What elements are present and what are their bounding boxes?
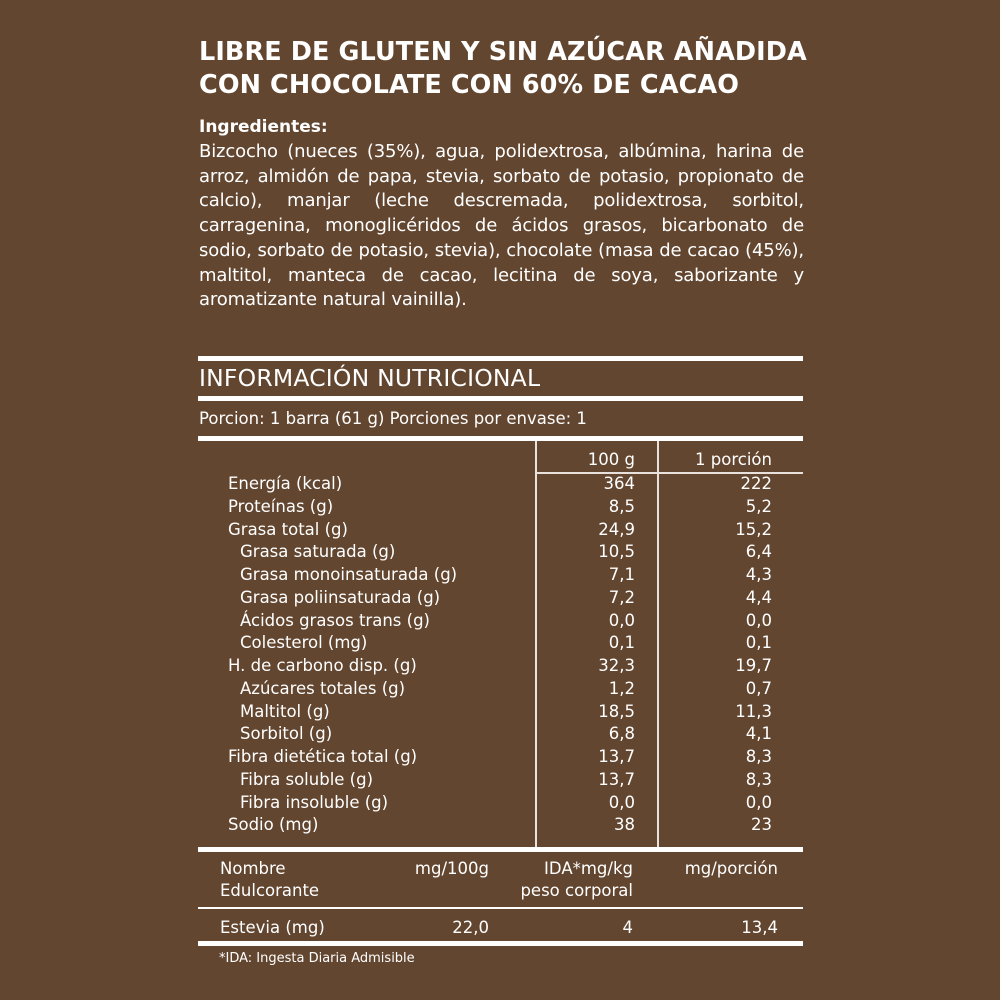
- nutrient-label: Maltitol (g): [240, 701, 330, 721]
- nutrient-label: Energía (kcal): [228, 474, 343, 493]
- sweetener-name-header: Nombre Edulcorante: [220, 859, 320, 900]
- nutrient-value-portion: 0,7: [745, 678, 772, 698]
- nutrient-value-100g: 8,5: [608, 496, 635, 516]
- nutrient-value-portion: 15,2: [735, 519, 772, 539]
- column-header-portion: 1 porción: [695, 450, 772, 469]
- nutrient-value-portion: 222: [740, 474, 772, 493]
- divider-table-end: [198, 847, 803, 852]
- nutrient-value-100g: 0,1: [608, 633, 635, 653]
- nutrient-value-100g: 6,8: [608, 724, 635, 744]
- nutrient-value-100g: 18,5: [598, 701, 635, 721]
- nutrient-label: Colesterol (mg): [240, 633, 368, 653]
- nutrient-label: Fibra soluble (g): [240, 769, 374, 789]
- nutrient-value-100g: 0,0: [608, 610, 635, 630]
- sweetener-header-divider: [198, 907, 803, 909]
- nutrient-value-portion: 19,7: [735, 656, 772, 675]
- nutrient-value-100g: 24,9: [598, 519, 635, 539]
- nutrient-value-100g: 13,7: [598, 769, 635, 789]
- nutrient-value-100g: 10,5: [598, 542, 635, 562]
- nutrient-value-100g: 7,2: [608, 587, 635, 607]
- sweetener-row-mg100: 22,0: [452, 918, 489, 937]
- divider-portion: [198, 436, 803, 441]
- ingredients-text: Bizcocho (nueces (35%), agua, polidextrosa, albúmina, harina de arroz, almidón de papa, stevia, sorbato de potasio, propionato de calcio), manjar (leche descremada, polidextrosa, sorbitol, carragenina, monoglicéridos de ácidos grasos, bicarbonato de sodio, sorbato de potasio, stevia), chocolate (masa de cacao (45%), maltitol, manteca de cacao, lecitina de soya, saborizante y aromatizante natural vainilla).: [199, 141, 804, 311]
- nutrient-label: Azúcares totales (g): [240, 678, 406, 698]
- nutrient-value-100g: 0,0: [608, 792, 635, 812]
- nutrient-value-100g: 38: [614, 815, 635, 835]
- nutrient-value-portion: 4,4: [745, 587, 772, 607]
- nutrient-value-portion: 0,1: [745, 633, 772, 653]
- divider-title: [198, 396, 803, 401]
- nutrient-value-portion: 11,3: [735, 701, 772, 721]
- nutrient-value-portion: 6,4: [745, 542, 772, 562]
- nutrient-value-portion: 4,1: [745, 724, 772, 744]
- nutrient-value-portion: 8,3: [745, 769, 772, 789]
- nutrient-label: Sorbitol (g): [240, 724, 333, 744]
- nutrient-value-100g: 364: [603, 474, 635, 493]
- ingredients-label: Ingredientes:: [199, 117, 328, 137]
- nutrient-label: Fibra insoluble (g): [240, 792, 389, 812]
- nutrient-value-portion: 0,0: [745, 610, 772, 630]
- title-line-1: LIBRE DE GLUTEN Y SIN AZÚCAR AÑADIDA: [199, 37, 807, 67]
- nutrient-label: Grasa saturada (g): [240, 542, 396, 562]
- nutrient-value-100g: 13,7: [598, 747, 635, 766]
- column-header-100g: 100 g: [587, 450, 635, 469]
- sweetener-row-name: Estevia (mg): [220, 918, 325, 937]
- sweetener-mgportion-header: mg/porción: [684, 859, 778, 878]
- sweetener-mg100-header: mg/100g: [414, 859, 489, 878]
- divider-bottom: [198, 941, 803, 946]
- sweetener-row-ida: 4: [622, 918, 633, 937]
- sweetener-ida-header: IDA*mg/kg peso corporal: [520, 859, 633, 900]
- nutrient-value-100g: 7,1: [608, 565, 635, 584]
- nutrient-label: H. de carbono disp. (g): [228, 656, 417, 675]
- product-title: [199, 36, 819, 102]
- nutrient-label: Fibra dietética total (g): [228, 747, 418, 766]
- nutrient-label: Grasa monoinsaturada (g): [240, 565, 458, 584]
- nutrient-label: Ácidos grasos trans (g): [240, 610, 430, 630]
- footnote: *IDA: Ingesta Diaria Admisible: [219, 951, 415, 966]
- nutrient-value-portion: 0,0: [745, 792, 772, 812]
- nutrient-value-portion: 4,3: [745, 565, 772, 584]
- nutrient-label: Grasa total (g): [228, 519, 348, 539]
- portion-info: Porcion: 1 barra (61 g) Porciones por envase: 1: [199, 409, 587, 428]
- nutrient-value-100g: 1,2: [608, 678, 635, 698]
- nutrition-title: INFORMACIÓN NUTRICIONAL: [199, 364, 541, 392]
- divider-top: [198, 356, 803, 361]
- nutrient-label: Grasa poliinsaturada (g): [240, 587, 441, 607]
- nutrient-value-portion: 5,2: [745, 496, 772, 516]
- sweetener-row-mgportion: 13,4: [741, 918, 778, 937]
- nutrient-value-portion: 23: [751, 815, 772, 835]
- nutrient-value-100g: 32,3: [598, 656, 635, 675]
- nutrient-label: Proteínas (g): [228, 496, 334, 516]
- title-line-2: CON CHOCOLATE CON 60% DE CACAO: [199, 70, 739, 100]
- nutrient-label: Sodio (mg): [228, 815, 319, 835]
- nutrient-value-portion: 8,3: [745, 747, 772, 766]
